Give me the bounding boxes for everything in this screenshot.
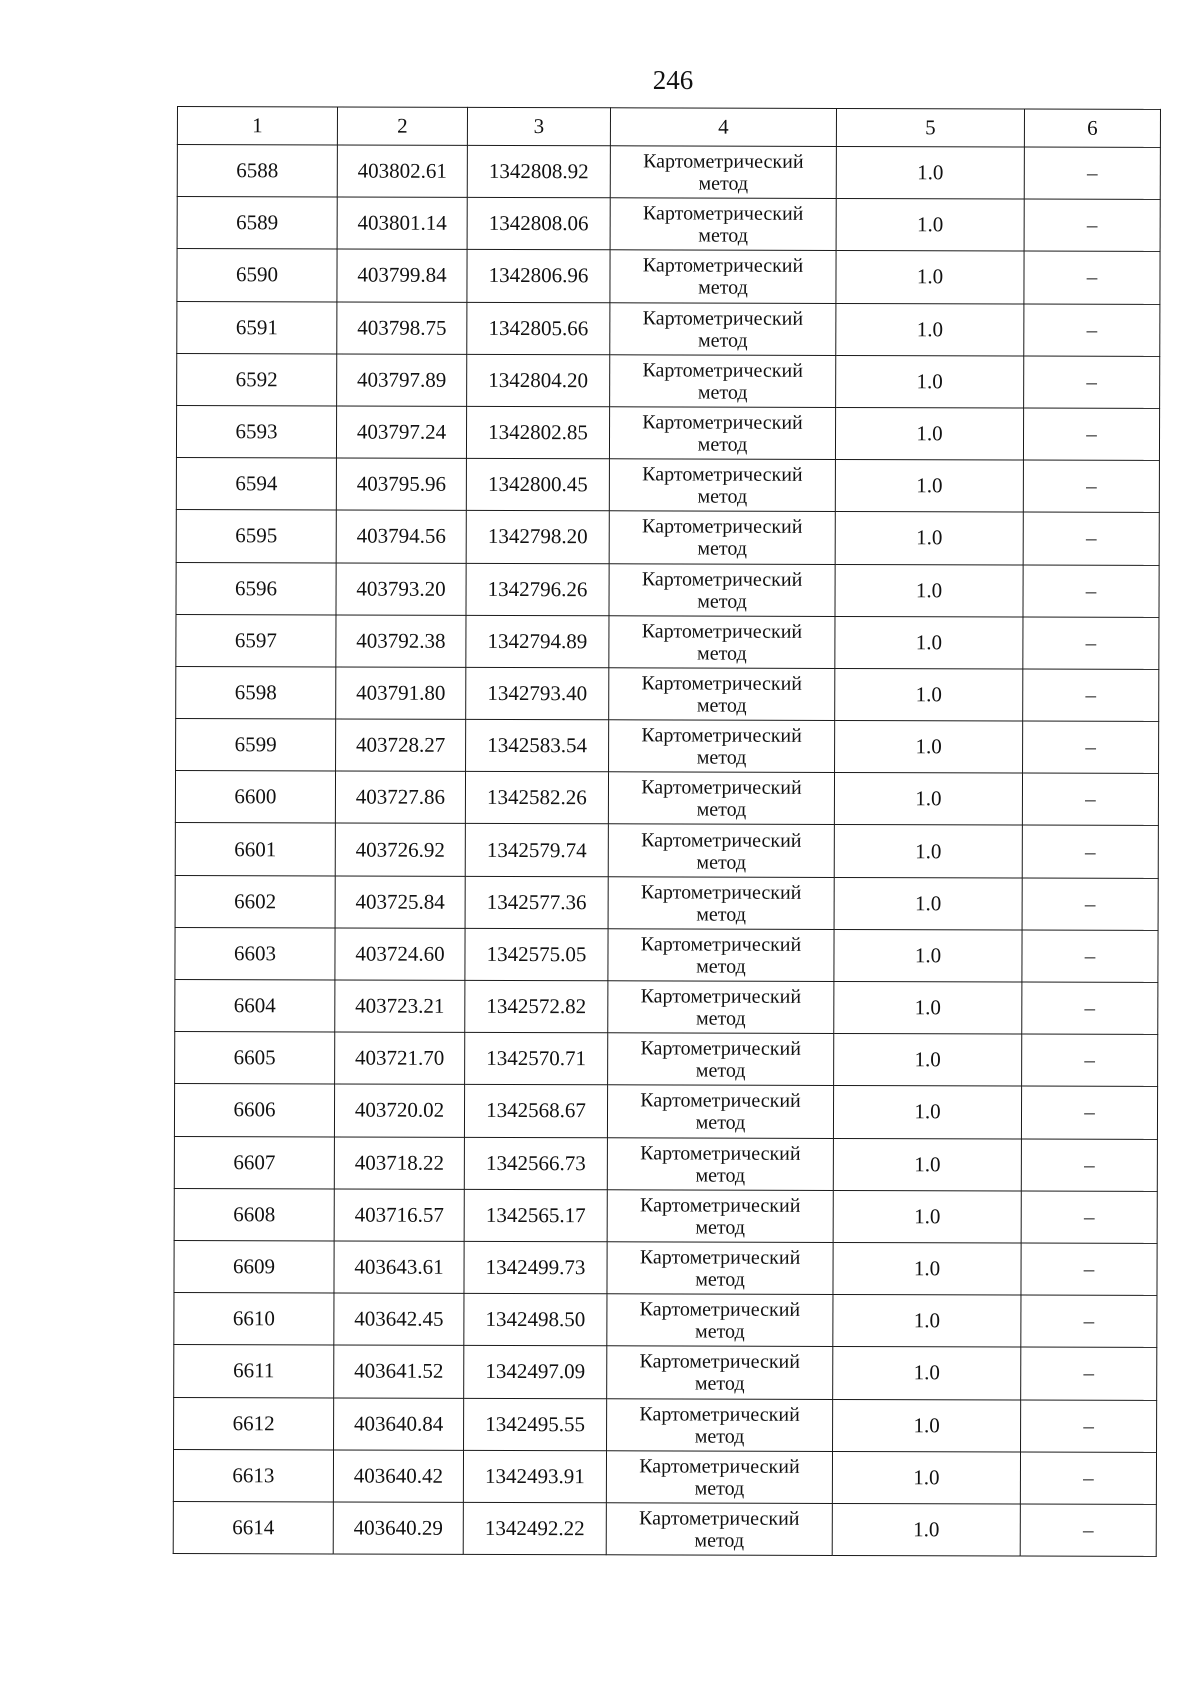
cell-note: – xyxy=(1023,460,1159,513)
cell-point-number: 6595 xyxy=(176,510,336,563)
method-line-1: Картометрический xyxy=(640,1037,801,1061)
cell-y-coordinate: 1342492.22 xyxy=(463,1502,606,1555)
cell-x-coordinate: 403797.24 xyxy=(336,406,466,459)
cell-point-number: 6592 xyxy=(177,353,337,406)
method-line-1: Картометрический xyxy=(642,463,803,487)
cell-note: – xyxy=(1022,930,1158,983)
cell-note: – xyxy=(1023,408,1159,461)
cell-accuracy: 1.0 xyxy=(836,199,1024,252)
table-row xyxy=(174,1240,1157,1295)
cell-y-coordinate: 1342805.66 xyxy=(467,302,610,355)
table-row xyxy=(175,823,1158,878)
method-line-2: метод xyxy=(695,1112,746,1135)
cell-x-coordinate: 403640.42 xyxy=(333,1450,463,1503)
table-row xyxy=(177,249,1160,304)
method-line-1: Картометрический xyxy=(639,1350,801,1374)
cell-y-coordinate: 1342577.36 xyxy=(465,876,608,929)
cell-y-coordinate: 1342499.73 xyxy=(464,1241,607,1294)
method-line-2: метод xyxy=(698,224,748,247)
cell-note: – xyxy=(1022,1034,1158,1087)
method-line-2: метод xyxy=(697,590,747,613)
method-line-1: Картометрический xyxy=(641,776,802,800)
cell-method xyxy=(607,1085,833,1138)
table-row xyxy=(176,405,1159,460)
table-row xyxy=(175,771,1158,826)
cell-note: – xyxy=(1022,825,1158,878)
cell-y-coordinate: 1342806.96 xyxy=(467,250,610,303)
coordinates-table xyxy=(173,106,1161,1557)
cell-y-coordinate: 1342566.73 xyxy=(464,1137,607,1190)
method-line-1: Картометрический xyxy=(641,567,803,591)
cell-point-number: 6594 xyxy=(176,458,336,511)
method-line-2: метод xyxy=(697,381,748,404)
method-line-2: метод xyxy=(697,329,748,352)
method-line-1: Картометрический xyxy=(642,411,803,434)
cell-x-coordinate: 403801.14 xyxy=(337,197,467,250)
method-line-1: Картометрический xyxy=(642,359,803,382)
method-line-2: метод xyxy=(695,1164,746,1187)
cell-x-coordinate: 403640.84 xyxy=(334,1397,464,1450)
method-line-2: метод xyxy=(694,1372,745,1396)
cell-method xyxy=(607,1346,833,1399)
table-row xyxy=(177,145,1160,200)
cell-method xyxy=(609,407,835,460)
method-line-1: Картометрический xyxy=(639,1455,800,1478)
cell-point-number: 6604 xyxy=(175,979,335,1032)
cell-y-coordinate: 1342572.82 xyxy=(465,980,608,1033)
method-line-2: метод xyxy=(697,537,748,561)
method-line-1: Картометрический xyxy=(641,515,803,539)
cell-x-coordinate: 403797.89 xyxy=(337,354,467,407)
column-header-3: 3 xyxy=(467,107,610,145)
column-header-5: 5 xyxy=(836,108,1024,147)
table-row xyxy=(174,1084,1157,1139)
cell-y-coordinate: 1342570.71 xyxy=(465,1033,608,1086)
cell-y-coordinate: 1342802.85 xyxy=(466,406,609,459)
cell-y-coordinate: 1342793.40 xyxy=(466,667,609,720)
cell-accuracy: 1.0 xyxy=(836,303,1024,356)
method-line-2: метод xyxy=(695,1320,745,1343)
cell-method xyxy=(609,615,835,668)
cell-note: – xyxy=(1022,982,1158,1035)
cell-note: – xyxy=(1024,147,1160,200)
cell-note: – xyxy=(1020,1452,1156,1505)
cell-point-number: 6613 xyxy=(173,1449,333,1502)
cell-note: – xyxy=(1024,251,1160,304)
cell-y-coordinate: 1342583.54 xyxy=(466,719,609,772)
cell-x-coordinate: 403640.29 xyxy=(333,1502,463,1555)
cell-x-coordinate: 403792.38 xyxy=(336,615,466,668)
method-line-1: Картометрический xyxy=(640,1089,801,1113)
table-row xyxy=(174,1136,1157,1191)
cell-method xyxy=(607,1294,833,1347)
cell-accuracy: 1.0 xyxy=(835,721,1023,774)
cell-accuracy: 1.0 xyxy=(833,1295,1021,1348)
cell-point-number: 6602 xyxy=(175,875,335,928)
cell-point-number: 6612 xyxy=(174,1397,334,1450)
method-line-1: Картометрический xyxy=(641,828,802,852)
cell-y-coordinate: 1342495.55 xyxy=(464,1398,607,1451)
cell-accuracy: 1.0 xyxy=(833,1399,1021,1452)
cell-note: – xyxy=(1023,669,1159,722)
cell-method xyxy=(608,824,834,877)
cell-point-number: 6609 xyxy=(174,1240,334,1293)
cell-y-coordinate: 1342808.92 xyxy=(467,145,610,198)
cell-method xyxy=(608,929,834,982)
table-row xyxy=(177,197,1160,252)
cell-x-coordinate: 403720.02 xyxy=(334,1084,464,1137)
method-line-1: Картометрический xyxy=(639,1194,801,1217)
cell-x-coordinate: 403802.61 xyxy=(337,145,467,198)
method-line-1: Картометрический xyxy=(641,724,802,748)
cell-y-coordinate: 1342808.06 xyxy=(467,198,610,251)
cell-method xyxy=(609,720,835,773)
cell-note: – xyxy=(1022,878,1158,931)
cell-y-coordinate: 1342579.74 xyxy=(465,824,608,877)
method-line-1: Картометрический xyxy=(642,202,804,226)
table-row xyxy=(176,510,1159,565)
cell-method xyxy=(608,981,834,1034)
cell-y-coordinate: 1342804.20 xyxy=(467,354,610,407)
cell-method xyxy=(610,355,836,408)
cell-note: – xyxy=(1024,304,1160,357)
table-row xyxy=(173,1449,1156,1504)
cell-accuracy: 1.0 xyxy=(834,981,1022,1034)
cell-x-coordinate: 403793.20 xyxy=(336,562,466,615)
cell-x-coordinate: 403642.45 xyxy=(334,1293,464,1346)
cell-note: – xyxy=(1023,617,1159,670)
table-row xyxy=(174,1345,1157,1400)
cell-method xyxy=(606,1503,832,1556)
cell-x-coordinate: 403724.60 xyxy=(335,928,465,981)
cell-note: – xyxy=(1020,1504,1156,1557)
table-row xyxy=(177,353,1160,408)
cell-accuracy: 1.0 xyxy=(835,512,1023,565)
table-row xyxy=(176,719,1159,774)
cell-note: – xyxy=(1021,1400,1157,1453)
method-line-2: метод xyxy=(696,746,747,769)
cell-method xyxy=(609,668,835,721)
method-line-1: Картометрический xyxy=(639,1402,800,1426)
cell-y-coordinate: 1342798.20 xyxy=(466,511,609,564)
cell-point-number: 6607 xyxy=(174,1136,334,1189)
method-line-2: метод xyxy=(698,172,749,195)
cell-point-number: 6589 xyxy=(177,197,337,250)
cell-y-coordinate: 1342794.89 xyxy=(466,615,609,668)
cell-accuracy: 1.0 xyxy=(834,929,1022,982)
table-row xyxy=(176,666,1159,721)
cell-x-coordinate: 403718.22 xyxy=(334,1137,464,1190)
cell-accuracy: 1.0 xyxy=(832,1503,1020,1556)
column-header-1: 1 xyxy=(177,107,337,145)
method-line-2: метод xyxy=(695,1059,746,1082)
cell-accuracy: 1.0 xyxy=(833,1086,1021,1139)
cell-y-coordinate: 1342493.91 xyxy=(463,1450,606,1503)
cell-accuracy: 1.0 xyxy=(835,407,1023,460)
table-row xyxy=(176,562,1159,617)
cell-note: – xyxy=(1021,1191,1157,1244)
cell-x-coordinate: 403728.27 xyxy=(336,719,466,772)
cell-x-coordinate: 403799.84 xyxy=(337,249,467,302)
method-line-1: Картометрический xyxy=(641,620,803,643)
cell-y-coordinate: 1342796.26 xyxy=(466,563,609,616)
cell-method xyxy=(609,563,835,616)
cell-point-number: 6599 xyxy=(176,719,336,772)
cell-note: – xyxy=(1021,1139,1157,1192)
cell-accuracy: 1.0 xyxy=(836,355,1024,408)
method-line-1: Картометрический xyxy=(643,150,804,173)
cell-method xyxy=(610,146,836,199)
method-line-1: Картометрический xyxy=(642,254,804,278)
cell-accuracy: 1.0 xyxy=(833,1138,1021,1191)
method-line-2: метод xyxy=(694,1477,745,1500)
cell-note: – xyxy=(1024,356,1160,409)
cell-x-coordinate: 403726.92 xyxy=(335,823,465,876)
method-line-2: метод xyxy=(696,694,747,717)
cell-point-number: 6611 xyxy=(174,1345,334,1398)
cell-x-coordinate: 403716.57 xyxy=(334,1189,464,1242)
cell-point-number: 6606 xyxy=(174,1084,334,1137)
method-line-2: метод xyxy=(697,433,748,456)
header-row xyxy=(177,107,1160,148)
method-line-1: Картометрический xyxy=(640,933,802,956)
cell-note: – xyxy=(1021,1347,1157,1400)
cell-method xyxy=(606,1450,832,1503)
cell-accuracy: 1.0 xyxy=(834,1034,1022,1087)
cell-accuracy: 1.0 xyxy=(835,564,1023,617)
method-line-2: метод xyxy=(697,642,747,665)
cell-x-coordinate: 403643.61 xyxy=(334,1241,464,1294)
method-line-2: метод xyxy=(694,1425,745,1448)
page-number: 246 xyxy=(652,65,694,95)
cell-method xyxy=(610,302,836,355)
cell-y-coordinate: 1342497.09 xyxy=(464,1346,607,1399)
cell-accuracy: 1.0 xyxy=(833,1347,1021,1400)
cell-y-coordinate: 1342565.17 xyxy=(464,1189,607,1242)
cell-point-number: 6608 xyxy=(174,1188,334,1241)
cell-accuracy: 1.0 xyxy=(835,616,1023,669)
cell-accuracy: 1.0 xyxy=(835,460,1023,513)
cell-x-coordinate: 403723.21 xyxy=(335,980,465,1033)
method-line-1: Картометрический xyxy=(640,985,802,1008)
cell-point-number: 6597 xyxy=(176,614,336,667)
cell-y-coordinate: 1342800.45 xyxy=(466,458,609,511)
column-header-6: 6 xyxy=(1024,109,1160,147)
cell-method xyxy=(607,1242,833,1295)
cell-method xyxy=(610,198,836,251)
table-row xyxy=(175,927,1158,982)
cell-method xyxy=(608,1033,834,1086)
cell-x-coordinate: 403727.86 xyxy=(335,771,465,824)
cell-note: – xyxy=(1021,1243,1157,1296)
table-row xyxy=(176,614,1159,669)
cell-accuracy: 1.0 xyxy=(836,146,1024,199)
cell-note: – xyxy=(1023,565,1159,618)
table-row xyxy=(177,301,1160,356)
table-row xyxy=(175,1032,1158,1087)
cell-point-number: 6593 xyxy=(176,405,336,458)
method-line-2: метод xyxy=(697,485,748,508)
method-line-2: метод xyxy=(694,1529,745,1552)
cell-method xyxy=(610,250,836,303)
cell-point-number: 6614 xyxy=(173,1501,333,1554)
method-line-2: метод xyxy=(696,955,746,978)
method-line-1: Картометрический xyxy=(639,1298,801,1322)
cell-note: – xyxy=(1022,773,1158,826)
cell-x-coordinate: 403641.52 xyxy=(334,1345,464,1398)
method-line-2: метод xyxy=(696,851,747,874)
cell-y-coordinate: 1342575.05 xyxy=(465,928,608,981)
table-header xyxy=(177,107,1160,148)
cell-accuracy: 1.0 xyxy=(834,773,1022,826)
cell-point-number: 6610 xyxy=(174,1293,334,1346)
cell-note: – xyxy=(1023,512,1159,565)
method-line-2: метод xyxy=(696,903,746,926)
table-row xyxy=(174,1293,1157,1348)
cell-x-coordinate: 403725.84 xyxy=(335,876,465,929)
cell-point-number: 6591 xyxy=(177,301,337,354)
method-line-2: метод xyxy=(696,798,747,822)
method-line-2: метод xyxy=(695,1007,746,1030)
cell-x-coordinate: 403794.56 xyxy=(336,510,466,563)
method-line-2: метод xyxy=(695,1216,746,1239)
cell-point-number: 6590 xyxy=(177,249,337,302)
cell-accuracy: 1.0 xyxy=(833,1190,1021,1243)
cell-method xyxy=(608,876,834,929)
table-row xyxy=(175,979,1158,1034)
column-header-4: 4 xyxy=(610,108,836,147)
cell-method xyxy=(607,1137,833,1190)
method-line-1: Картометрический xyxy=(641,672,803,695)
method-line-1: Картометрический xyxy=(640,1142,801,1165)
table-row xyxy=(174,1188,1157,1243)
table-row xyxy=(173,1501,1156,1556)
cell-method xyxy=(607,1398,833,1451)
table-body xyxy=(173,145,1160,1557)
cell-method xyxy=(609,511,835,564)
method-line-2: метод xyxy=(698,277,748,300)
cell-x-coordinate: 403721.70 xyxy=(335,1032,465,1085)
method-line-1: Картометрический xyxy=(640,881,802,904)
cell-y-coordinate: 1342582.26 xyxy=(465,772,608,825)
cell-point-number: 6598 xyxy=(176,666,336,719)
cell-accuracy: 1.0 xyxy=(834,877,1022,930)
cell-x-coordinate: 403798.75 xyxy=(337,302,467,355)
cell-note: – xyxy=(1021,1295,1157,1348)
cell-x-coordinate: 403795.96 xyxy=(336,458,466,511)
table-row xyxy=(175,875,1158,930)
cell-x-coordinate: 403791.80 xyxy=(336,667,466,720)
table-row xyxy=(174,1397,1157,1452)
cell-point-number: 6603 xyxy=(175,927,335,980)
cell-accuracy: 1.0 xyxy=(836,251,1024,304)
cell-y-coordinate: 1342568.67 xyxy=(464,1085,607,1138)
cell-point-number: 6596 xyxy=(176,562,336,615)
cell-note: – xyxy=(1021,1086,1157,1139)
cell-accuracy: 1.0 xyxy=(832,1451,1020,1504)
cell-point-number: 6605 xyxy=(175,1032,335,1085)
cell-note: – xyxy=(1024,199,1160,252)
cell-accuracy: 1.0 xyxy=(834,825,1022,878)
method-line-2: метод xyxy=(695,1268,745,1291)
column-header-2: 2 xyxy=(337,107,467,145)
cell-y-coordinate: 1342498.50 xyxy=(464,1293,607,1346)
cell-point-number: 6600 xyxy=(175,771,335,824)
cell-method xyxy=(607,1190,833,1243)
cell-accuracy: 1.0 xyxy=(835,668,1023,721)
method-line-1: Картометрический xyxy=(642,307,804,330)
table-row xyxy=(176,458,1159,513)
cell-point-number: 6588 xyxy=(177,145,337,198)
cell-method xyxy=(608,772,834,825)
cell-point-number: 6601 xyxy=(175,823,335,876)
cell-note: – xyxy=(1023,721,1159,774)
method-line-1: Картометрический xyxy=(639,1507,800,1530)
cell-accuracy: 1.0 xyxy=(833,1242,1021,1295)
cell-method xyxy=(609,459,835,512)
method-line-1: Картометрический xyxy=(639,1246,801,1269)
